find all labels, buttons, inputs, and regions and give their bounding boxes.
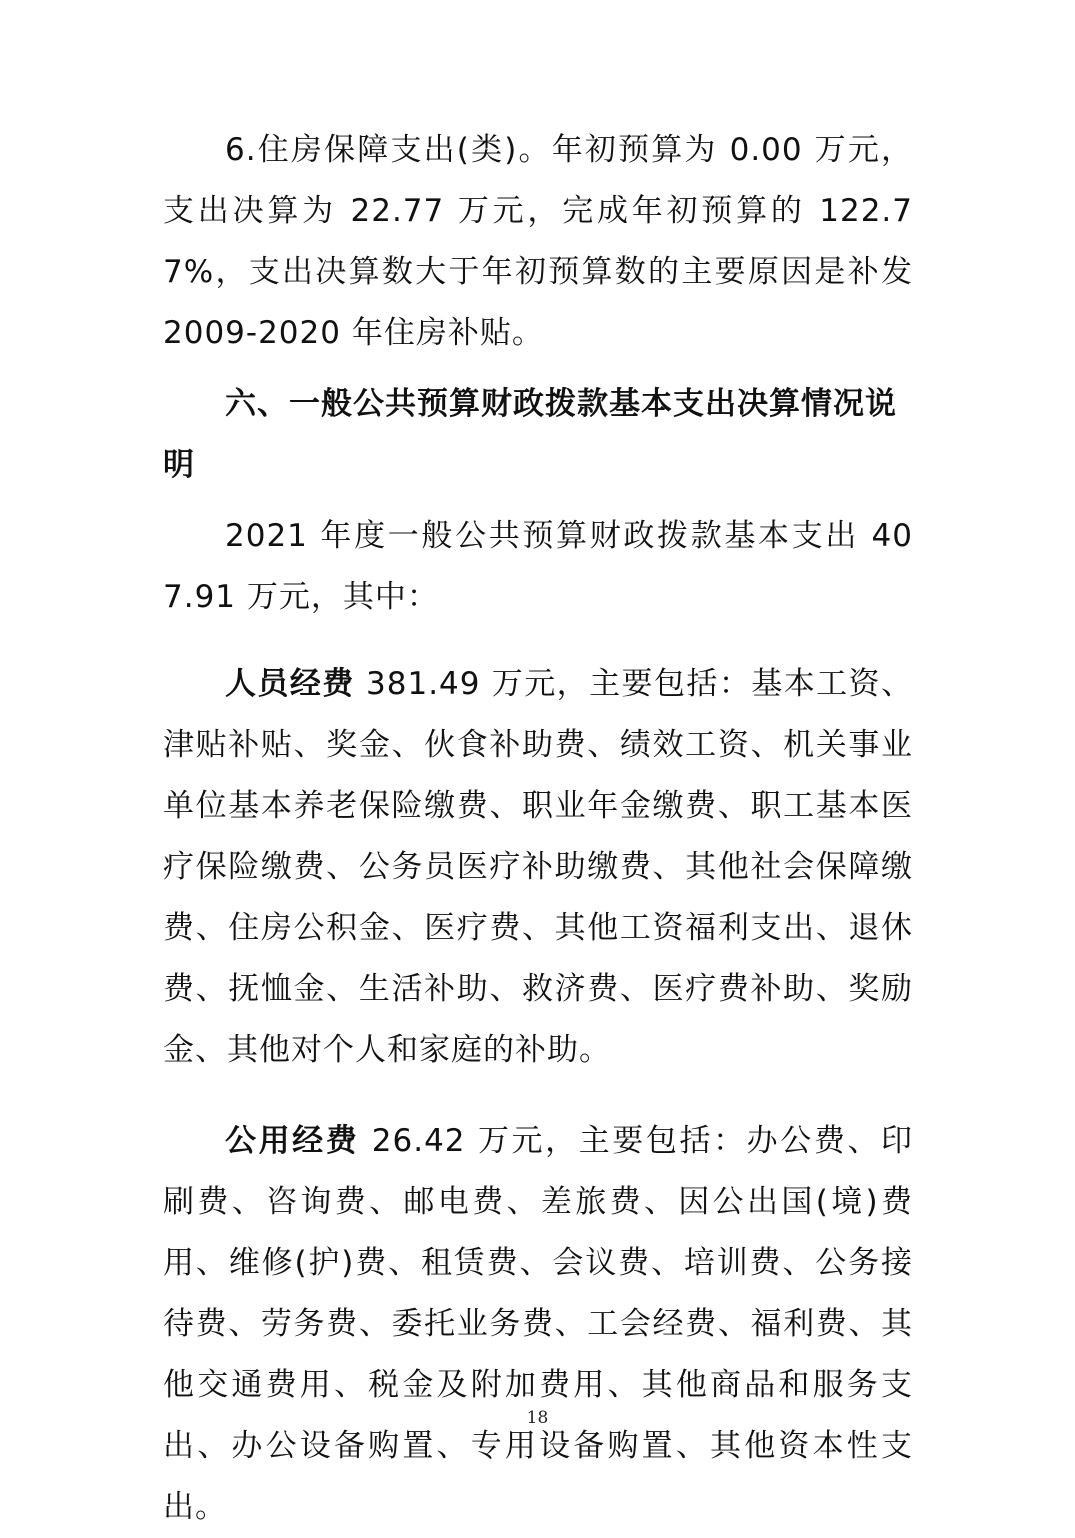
section-heading: 六、一般公共预算财政拨款基本支出决算情况说明 (163, 386, 897, 483)
public-expenses-label: 公用经费 (225, 1123, 360, 1159)
paragraph-personnel-expenses (163, 654, 913, 1081)
paragraph-housing-expenditure: 6.住房保障支出(类)。年初预算为 0.00 万元，支出决算为 22.77 万元，完成年初预算的 122.77%，支出决算数大于年初预算数的主要原因是补发 2009-2020 年住房补贴。 (163, 132, 913, 351)
paragraph-basic-expenditure-summary: 2021 年度一般公共预算财政拨款基本支出 407.91 万元，其中： (163, 518, 913, 615)
page-number: 18 (526, 1408, 549, 1428)
paragraph-public-expenses (163, 1111, 913, 1538)
personnel-expenses-text: 381.49 万元，主要包括：基本工资、津贴补贴、奖金、伙食补助费、绩效工资、机关事业单位基本养老保险缴费、职业年金缴费、职工基本医疗保险缴费、公务员医疗补助缴费、其他社会保障缴费、住房公积金、医疗费、其他工资福利支出、退休费、抚恤金、生活补助、救济费、医疗费补助、奖励金、其他对个人和家庭的补助。 (163, 666, 914, 1068)
public-expenses-text: 26.42 万元，主要包括：办公费、印刷费、咨询费、邮电费、差旅费、因公出国(境)费用、维修(护)费、租赁费、会议费、培训费、公务接待费、劳务费、委托业务费、工会经费、福利费、其他交通费用、税金及附加费用、其他商品和服务支出、办公设备购置、专用设备购置、其他资本性支出。 (163, 1123, 913, 1525)
page-content (163, 120, 913, 1538)
personnel-expenses-label: 人员经费 (225, 666, 355, 702)
